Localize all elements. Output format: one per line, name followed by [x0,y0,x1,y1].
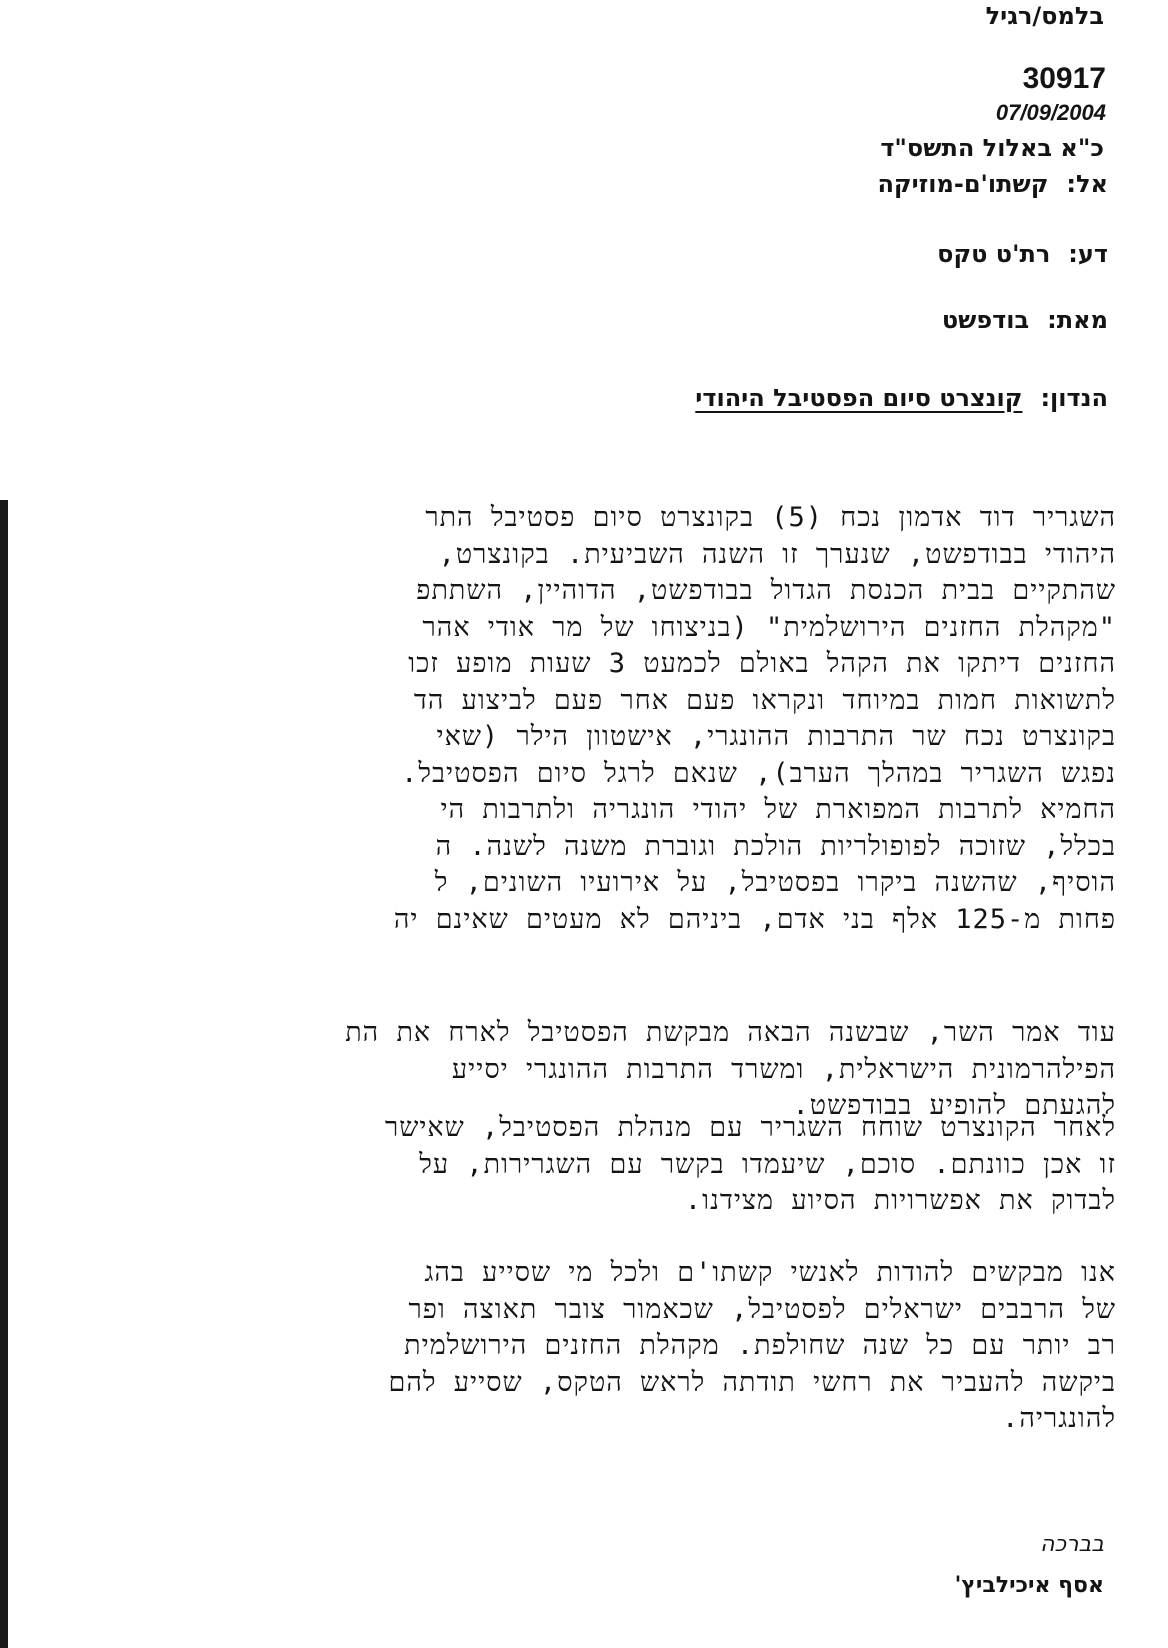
subject-label: הנדון: [1040,384,1108,412]
body-line: ביקשה להעביר את רחשי תודתה לראש הטקס, שסייע להם [388,1366,1116,1398]
body-line: בכלל, שזוכה לפופולריות הולכת וגוברת משנה לשנה. ה [435,830,1116,862]
body-line: השגריר דוד אדמון נכח (5) בקונצרט סיום פסטיבל התר [425,502,1116,533]
body-line: פחות מ-125 אלף בני אדם, ביניהם לא מעטים שאינם יה [393,903,1116,935]
hebrew-date: כ"א באלול התשס"ד [880,134,1104,162]
body-line: "מקהלת החזנים הירושלמית" (בניצוחו של מר אודי אהר [422,611,1116,643]
body-line: אנו מבקשים להודות לאנשי קשתו'ם ולכל מי שסייע בהג [424,1257,1116,1288]
body-paragraph-3 [8,1110,1116,1220]
to-value: קשתו'ם-מוזיקה [877,170,1049,198]
body-line: הוסיף, שהשנה ביקרו בפסטיבל, על אירועיו השונים, ל [434,867,1116,898]
reference-number: 30917 [1022,62,1106,95]
body-line: נפגש השגריר במהלך הערב), שנאם לרגל סיום הפסטיבל. [401,757,1116,789]
body-line: שהתקיים בבית הכנסת הגדול בבודפשט, הדוהיין, השתתפ [416,575,1116,606]
scan-edge-bar [0,500,8,1648]
to-field [877,170,1108,198]
body-line: החמיא לתרבות המפוארת של יהודי הונגריה ולתרבות הי [440,794,1116,825]
body-paragraph-1 [8,500,1116,938]
from-label: מאת: [1047,306,1108,334]
cc-label: דע: [1068,240,1108,268]
cc-value: רת'ט טקס [937,240,1051,268]
classification-label: בלמס/רגיל [985,2,1104,30]
body-line: בקונצרט נכח שר התרבות ההונגרי, אישטוון הילר (שאי [436,721,1116,752]
body-paragraph-4 [8,1255,1116,1438]
body-line: רב יותר עם כל שנה שחולפת. מקהלת החזנים הירושלמית [404,1330,1116,1361]
document-date: 07/09/2004 [995,100,1106,125]
subject-field [695,384,1108,412]
body-line: הפילהרמונית הישראלית, ומשרד התרבות ההונגרי יסייע [451,1053,1116,1085]
subject-value: קונצרט סיום הפסטיבל היהודי [695,384,1023,412]
body-line: להגעתם להופיע בבודפשט. [792,1090,1116,1121]
body-line: זו אכן כוונתם. סוכם, שיעמדו בקשר עם השגרירות, על [419,1148,1116,1180]
body-line: היהודי בבודפשט, שנערך זו השנה השביעית. בקונצרט, [438,538,1116,570]
body-line: של הרבבים ישראלים לפסטיבל, שכאמור צובר תאוצה ופר [408,1293,1116,1325]
body-line: עוד אמר השר, שבשנה הבאה מבקשת הפסטיבל לארח את הת [345,1017,1116,1048]
cc-field [937,240,1108,268]
from-field [942,306,1108,334]
body-line: לתשואות חמות במיוחד ונקראו פעם אחר פעם לביצוע הד [413,684,1116,716]
from-value: בודפשט [941,306,1030,334]
body-paragraph-2 [8,1015,1116,1125]
body-line: להונגריה. [1002,1403,1116,1434]
body-line: לאחר הקונצרט שוחח השגריר עם מנהלת הפסטיבל, שאישר [384,1112,1116,1143]
body-line: החזנים דיתקו את הקהל באולם לכמעט 3 שעות מופע זכו [408,648,1116,679]
signature-name: אסף איכילביץ' [954,1573,1104,1598]
body-line: לבדוק את אפשרויות הסיוע מצידנו. [684,1185,1116,1216]
to-label: אל: [1066,170,1108,198]
closing-salutation: בברכה [1040,1532,1104,1557]
